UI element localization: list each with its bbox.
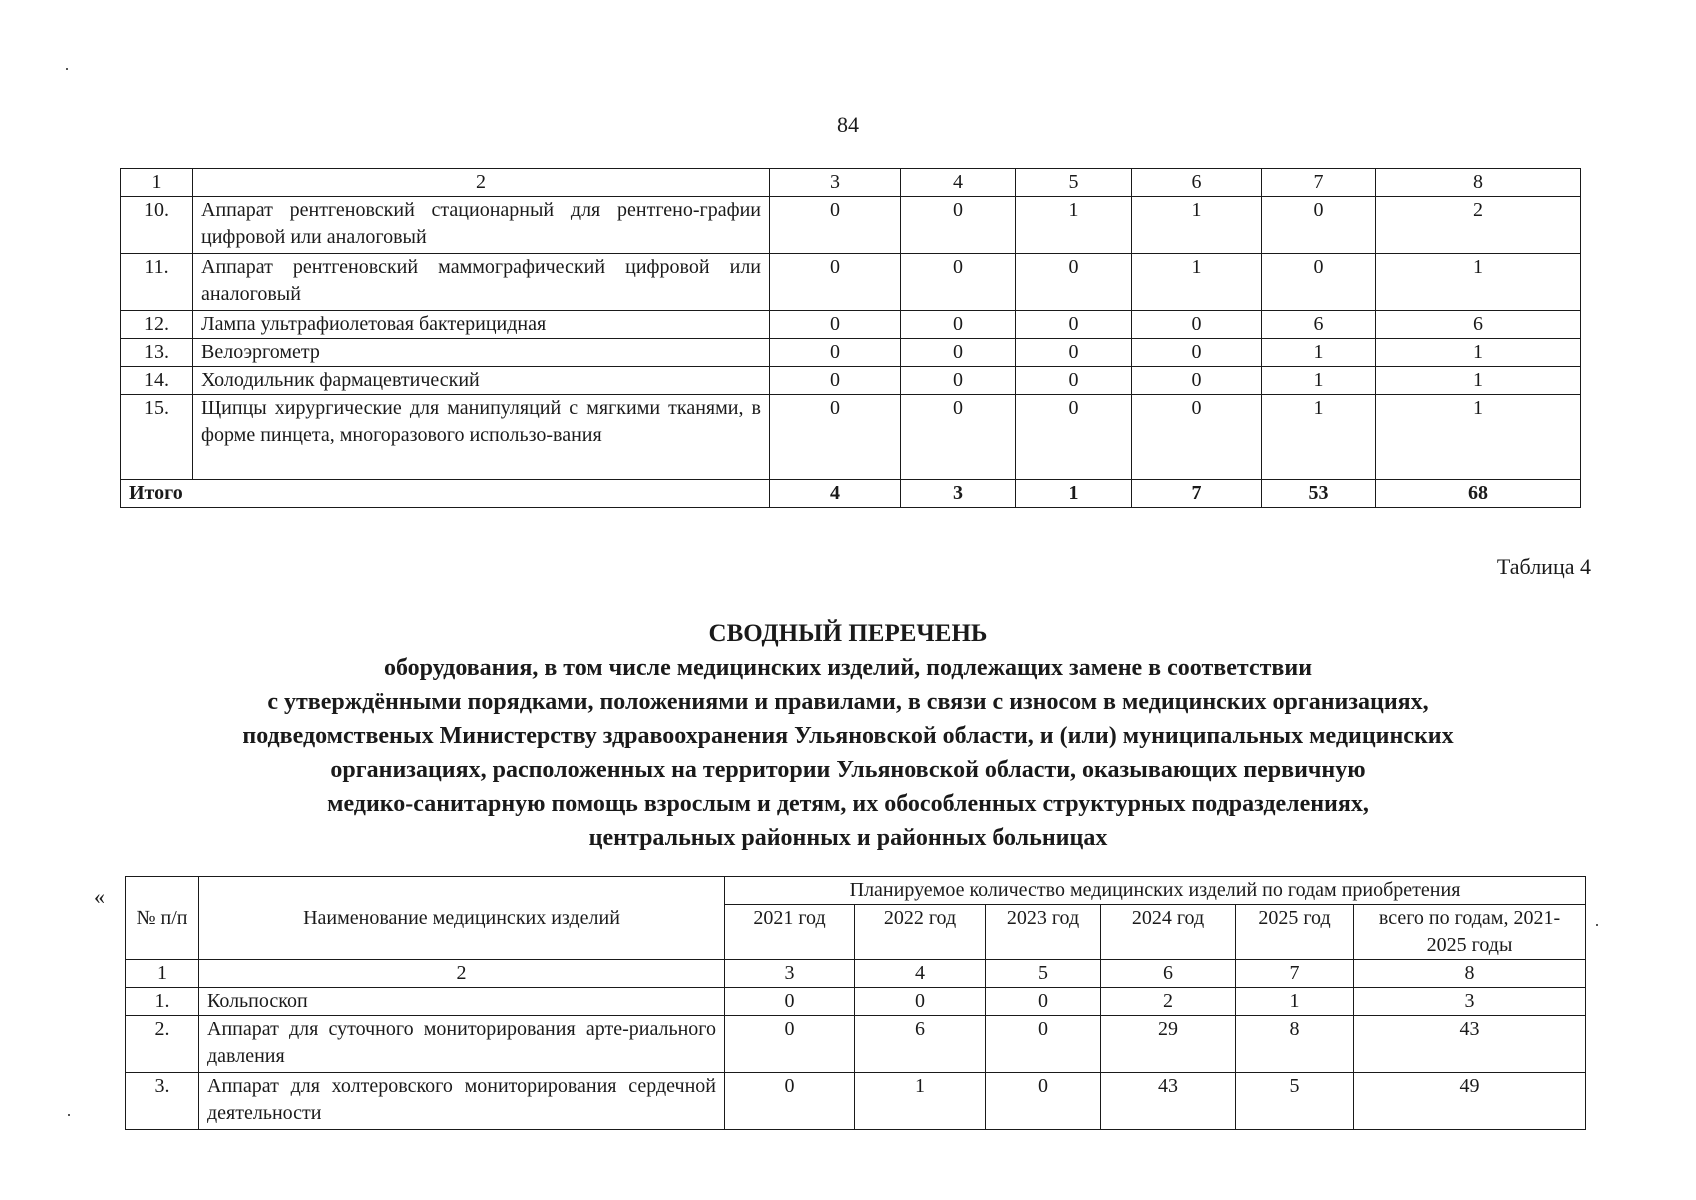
column-number: 5 xyxy=(986,960,1101,988)
value-cell: 1 xyxy=(1262,339,1376,367)
heading-line: с утверждёнными порядками, положениями и правилами, в связи с износом в медицинских организациях, xyxy=(267,689,1429,715)
header-year: 2022 год xyxy=(855,905,986,960)
total-value: 1 xyxy=(1016,480,1132,508)
column-number-row xyxy=(121,169,1581,197)
total-value: 53 xyxy=(1262,480,1376,508)
table-row xyxy=(126,988,1586,1016)
value-cell: 0 xyxy=(901,339,1016,367)
value-cell: 0 xyxy=(770,339,901,367)
header-year: 2021 год xyxy=(725,905,855,960)
value-cell: 1 xyxy=(1376,254,1581,311)
value-cell: 0 xyxy=(1016,395,1132,480)
value-cell: 1 xyxy=(1376,339,1581,367)
value-cell: 1 xyxy=(1376,367,1581,395)
row-number: 12. xyxy=(121,311,193,339)
value-cell: 0 xyxy=(1132,339,1262,367)
total-value: 68 xyxy=(1376,480,1581,508)
scan-speck xyxy=(68,1114,70,1116)
column-number-row xyxy=(126,960,1586,988)
value-cell: 1 xyxy=(855,1073,986,1130)
table-row xyxy=(126,1073,1586,1130)
column-number: 5 xyxy=(1016,169,1132,197)
column-number: 1 xyxy=(121,169,193,197)
value-cell: 0 xyxy=(986,1073,1101,1130)
value-cell: 0 xyxy=(1016,367,1132,395)
item-name: Лампа ультрафиолетовая бактерицидная xyxy=(193,311,770,339)
value-cell: 0 xyxy=(901,197,1016,254)
value-cell: 0 xyxy=(770,197,901,254)
header-total-years: всего по годам, 2021-2025 годы xyxy=(1354,905,1586,960)
value-cell: 0 xyxy=(855,988,986,1016)
value-cell: 0 xyxy=(901,395,1016,480)
value-cell: 0 xyxy=(725,988,855,1016)
header-year: 2025 год xyxy=(1236,905,1354,960)
column-number: 7 xyxy=(1262,169,1376,197)
page-number: 84 xyxy=(837,112,859,137)
total-value: 4 xyxy=(770,480,901,508)
value-cell: 2 xyxy=(1376,197,1581,254)
column-number: 6 xyxy=(1132,169,1262,197)
total-label: Итого xyxy=(121,480,770,508)
value-cell: 43 xyxy=(1101,1073,1236,1130)
value-cell: 1 xyxy=(1376,395,1581,480)
value-cell: 0 xyxy=(1016,311,1132,339)
value-cell: 1 xyxy=(1016,197,1132,254)
table-row xyxy=(121,367,1581,395)
row-number: 14. xyxy=(121,367,193,395)
value-cell: 43 xyxy=(1354,1016,1586,1073)
value-cell: 6 xyxy=(1376,311,1581,339)
total-value: 7 xyxy=(1132,480,1262,508)
row-number: 3. xyxy=(126,1073,199,1130)
column-number: 8 xyxy=(1376,169,1581,197)
table-row xyxy=(126,1016,1586,1073)
column-number: 6 xyxy=(1101,960,1236,988)
column-number: 4 xyxy=(855,960,986,988)
value-cell: 3 xyxy=(1354,988,1586,1016)
equipment-table-continued xyxy=(120,168,1581,508)
header-year: 2023 год xyxy=(986,905,1101,960)
item-name: Аппарат рентгеновский маммографический цифровой или аналоговый xyxy=(193,254,770,311)
column-number: 3 xyxy=(725,960,855,988)
header-name-column: Наименование медицинских изделий xyxy=(199,877,725,960)
value-cell: 0 xyxy=(1132,367,1262,395)
header-year: 2024 год xyxy=(1101,905,1236,960)
summary-equipment-table xyxy=(125,876,1586,1130)
value-cell: 0 xyxy=(1016,254,1132,311)
header-row xyxy=(126,877,1586,905)
value-cell: 0 xyxy=(770,367,901,395)
value-cell: 6 xyxy=(1262,311,1376,339)
open-quote-mark: « xyxy=(94,884,105,909)
row-number: 15. xyxy=(121,395,193,480)
value-cell: 0 xyxy=(1262,197,1376,254)
item-name: Аппарат для холтеровского мониторирования сердечной деятельности xyxy=(199,1073,725,1130)
item-name: Холодильник фармацевтический xyxy=(193,367,770,395)
document-heading xyxy=(100,617,1596,855)
heading-line: организациях, расположенных на территории Ульяновской области, оказывающих первичную xyxy=(330,757,1366,783)
value-cell: 1 xyxy=(1262,395,1376,480)
value-cell: 0 xyxy=(986,988,1101,1016)
column-number: 2 xyxy=(193,169,770,197)
value-cell: 6 xyxy=(855,1016,986,1073)
value-cell: 0 xyxy=(1016,339,1132,367)
table-row xyxy=(121,395,1581,480)
row-number: 10. xyxy=(121,197,193,254)
value-cell: 0 xyxy=(770,254,901,311)
column-number: 3 xyxy=(770,169,901,197)
column-number: 7 xyxy=(1236,960,1354,988)
row-number: 2. xyxy=(126,1016,199,1073)
column-number: 8 xyxy=(1354,960,1586,988)
value-cell: 0 xyxy=(1132,395,1262,480)
value-cell: 0 xyxy=(770,395,901,480)
item-name: Щипцы хирургические для манипуляций с мягкими тканями, в форме пинцета, многоразового использо-вания xyxy=(193,395,770,480)
value-cell: 1 xyxy=(1132,254,1262,311)
heading-line: центральных районных и районных больницах xyxy=(588,825,1108,851)
value-cell: 0 xyxy=(901,311,1016,339)
value-cell: 29 xyxy=(1101,1016,1236,1073)
table-row xyxy=(121,339,1581,367)
header-number-column: № п/п xyxy=(126,877,199,960)
item-name: Аппарат рентгеновский стационарный для рентгено-графии цифровой или аналоговый xyxy=(193,197,770,254)
table-row xyxy=(121,254,1581,311)
row-number: 13. xyxy=(121,339,193,367)
column-number: 4 xyxy=(901,169,1016,197)
value-cell: 0 xyxy=(1132,311,1262,339)
value-cell: 0 xyxy=(1262,254,1376,311)
value-cell: 0 xyxy=(901,254,1016,311)
item-name: Аппарат для суточного мониторирования арте-риального давления xyxy=(199,1016,725,1073)
column-number: 1 xyxy=(126,960,199,988)
value-cell: 0 xyxy=(901,367,1016,395)
total-row xyxy=(121,480,1581,508)
table-row xyxy=(121,197,1581,254)
value-cell: 8 xyxy=(1236,1016,1354,1073)
heading-title: СВОДНЫЙ ПЕРЕЧЕНЬ xyxy=(708,620,988,647)
heading-line: подведомственых Министерству здравоохранения Ульяновской области, и (или) муниципальных медицинских xyxy=(242,723,1454,749)
value-cell: 0 xyxy=(725,1073,855,1130)
header-group: Планируемое количество медицинских изделий по годам приобретения xyxy=(725,877,1586,905)
row-number: 11. xyxy=(121,254,193,311)
value-cell: 0 xyxy=(725,1016,855,1073)
item-name: Кольпоскоп xyxy=(199,988,725,1016)
value-cell: 49 xyxy=(1354,1073,1586,1130)
heading-line: оборудования, в том числе медицинских изделий, подлежащих замене в соответствии xyxy=(383,655,1313,681)
value-cell: 2 xyxy=(1101,988,1236,1016)
row-number: 1. xyxy=(126,988,199,1016)
total-value: 3 xyxy=(901,480,1016,508)
value-cell: 5 xyxy=(1236,1073,1354,1130)
value-cell: 0 xyxy=(770,311,901,339)
value-cell: 0 xyxy=(986,1016,1101,1073)
heading-line: медико-санитарную помощь взрослым и детям, их обособленных структурных подразделениях, xyxy=(327,791,1369,817)
column-number: 2 xyxy=(199,960,725,988)
scan-speck xyxy=(66,68,68,70)
table-row xyxy=(121,311,1581,339)
scan-speck xyxy=(1596,924,1598,926)
value-cell: 1 xyxy=(1262,367,1376,395)
item-name: Велоэргометр xyxy=(193,339,770,367)
value-cell: 1 xyxy=(1236,988,1354,1016)
value-cell: 1 xyxy=(1132,197,1262,254)
table-label: Таблица 4 xyxy=(1496,554,1591,579)
